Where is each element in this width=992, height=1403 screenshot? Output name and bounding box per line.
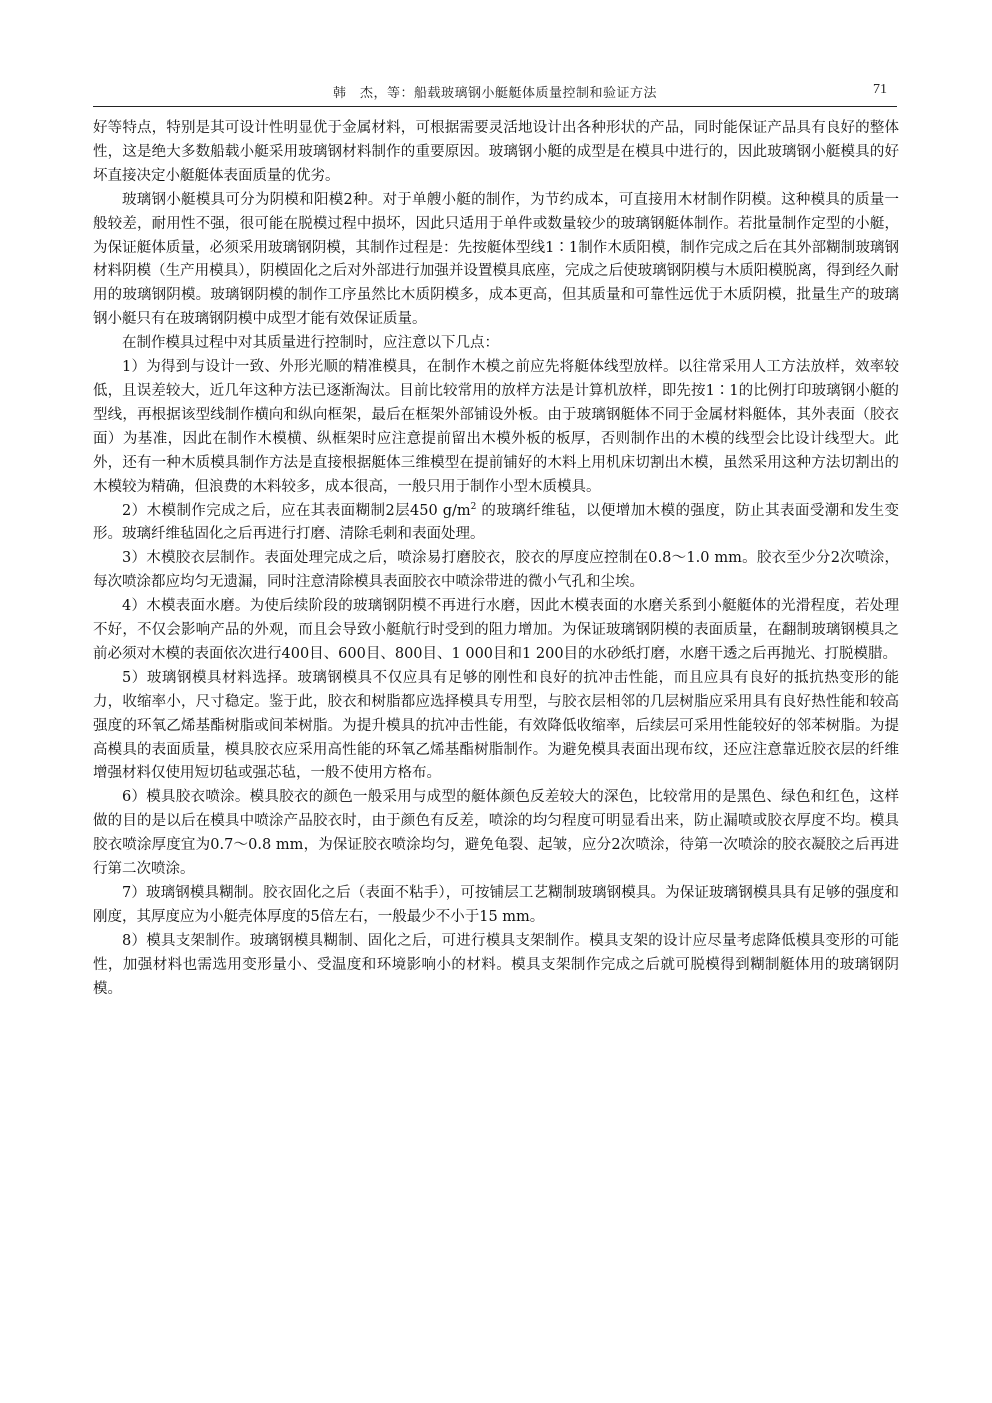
running-title: 韩 杰，等：船载玻璃钢小艇艇体质量控制和验证方法 (332, 86, 657, 101)
list-item-paragraph: 6）模具胶衣喷涂。模具胶衣的颜色一般采用与成型的艇体颜色反差较大的深色，比较常用的是黑色、绿色和红色，这样做的目的是以后在模具中喷涂产品胶衣时，由于颜色有反差，喷涂的均匀程度可明显看出来，防止漏喷或胶衣厚度不均。模具胶衣喷涂厚度宜为0.7～0.8 mm，为保证胶衣喷涂均匀，避免龟裂、起皱，应分2次喷涂，待第一次喷涂的胶衣凝胶之后再进行第二次喷涂。 (93, 789, 899, 878)
list-item-paragraph: 4）木模表面水磨。为使后续阶段的玻璃钢阴模不再进行水磨，因此木模表面的水磨关系到小艇艇体的光滑程度，若处理不好，不仅会影响产品的外观，而且会导致小艇航行时受到的阻力增加。为保证玻璃钢阴模的表面质量，在翻制玻璃钢模具之前必须对木模的表面依次进行400目、600目、800目、1 000目和1 200目的水砂纸打磨，水磨干透之后再抛光、打脱模腊。 (93, 598, 899, 662)
list-item-paragraph: 7）玻璃钢模具糊制。胶衣固化之后（表面不粘手），可按铺层工艺糊制玻璃钢模具。为保证玻璃钢模具具有足够的强度和刚度，其厚度应为小艇壳体厚度的5倍左右，一般最少不小于15 mm。 (93, 885, 899, 925)
page-number: 71 (873, 82, 887, 97)
list-item-paragraph: 3）木模胶衣层制作。表面处理完成之后，喷涂易打磨胶衣，胶衣的厚度应控制在0.8～1.0 mm。胶衣至少分2次喷涂，每次喷涂都应均匀无遗漏，同时注意清除模具表面胶衣中喷涂带进的微小气孔和尘埃。 (93, 550, 899, 591)
list-item-paragraph: 5）玻璃钢模具材料选择。玻璃钢模具不仅应具有足够的刚性和良好的抗冲击性能，而且应具有良好的抵抗热变形的能力，收缩率小，尺寸稳定。鉴于此，胶衣和树脂都应选择模具专用型，与胶衣层相邻的几层树脂应采用具有良好热性能和较高强度的环氧乙烯基酯树脂或间苯树脂。为提升模具的抗冲击性能，有效降低收缩率，后续层可采用性能较好的邻苯树脂。为提高模具的表面质量，模具胶衣应采用高性能的环氧乙烯基酯树脂制作。为避免模具表面出现布纹，还应注意靠近胶衣层的纤维增强材料仅使用短切毡或强芯毡，一般不使用方格布。 (93, 669, 899, 782)
list-item-paragraph: 1）为得到与设计一致、外形光顺的精准模具，在制作木模之前应先将艇体线型放样。以往常采用人工方法放样，效率较低，且误差较大，近几年这种方法已逐渐淘汰。目前比较常用的放样方法是计算机放样，即先按1∶1的比例打印玻璃钢小艇的型线，再根据该型线制作横向和纵向框架，最后在框架外部铺设外板。由于玻璃钢艇体不同于金属材料艇体，其外表面（胶衣面）为基准，因此在制作木模横、纵框架时应注意提前留出木模外板的板厚，否则制作出的木模的线型会比设计线型大。此外，还有一种木质模具制作方法是直接根据艇体三维模型在提前铺好的木料上用机床切割出木模，虽然采用这种方法切割出的木模较为精确，但浪费的木料较多，成本很高，一般只用于制作小型木质模具。 (93, 359, 899, 495)
paragraph: 在制作模具过程中对其质量进行控制时，应注意以下几点： (122, 335, 499, 352)
paragraph: 好等特点，特别是其可设计性明显优于金属材料，可根据需要灵活地设计出各种形状的产品，同时能保证产品具有良好的整体性，这是绝大多数船载小艇采用玻璃钢材料制作的重要原因。玻璃钢小艇的成型是在模具中进行的，因此玻璃钢小艇模具的好坏直接决定小艇艇体表面质量的优劣。 (93, 120, 899, 184)
article-body (93, 117, 899, 1002)
paragraph-text: 2）木模制作完成之后，应在其表面糊制2层450 g/m (122, 502, 471, 519)
running-header (93, 80, 897, 107)
paragraph: 玻璃钢小艇模具可分为阴模和阳模2种。对于单艘小艇的制作，为节约成本，可直接用木材制作阴模。这种模具的质量一般较差，耐用性不强，很可能在脱模过程中损坏，因此只适用于单件或数量较少的玻璃钢艇体制作。若批量制作定型的小艇，为保证艇体质量，必须采用玻璃钢阴模，其制作过程是：先按艇体型线1∶1制作木质阳模，制作完成之后在其外部糊制玻璃钢材料阴模（生产用模具），阴模固化之后对外部进行加强并设置模具底座，完成之后使玻璃钢阴模与木质阳模脱离，得到经久耐用的玻璃钢阴模。玻璃钢阴模的制作工序虽然比木质阴模多，成本更高，但其质量和可靠性远优于木质阴模，批量生产的玻璃钢小艇只有在玻璃钢阴模中成型才能有效保证质量。 (93, 191, 899, 328)
list-item-paragraph (93, 500, 899, 548)
list-item-paragraph: 8）模具支架制作。玻璃钢模具糊制、固化之后，可进行模具支架制作。模具支架的设计应尽量考虑降低模具变形的可能性，加强材料也需选用变形量小、受温度和环境影响小的材料。模具支架制作完成之后就可脱模得到糊制艇体用的玻璃钢阴模。 (93, 932, 899, 997)
superscript: 2 (470, 501, 477, 512)
paragraph-text: 的玻璃纤维毡，以便增加木模的强度，防止其表面受潮和发生变形。玻璃纤维毡固化之后再进行打磨、清除毛刺和表面处理。 (93, 502, 899, 543)
